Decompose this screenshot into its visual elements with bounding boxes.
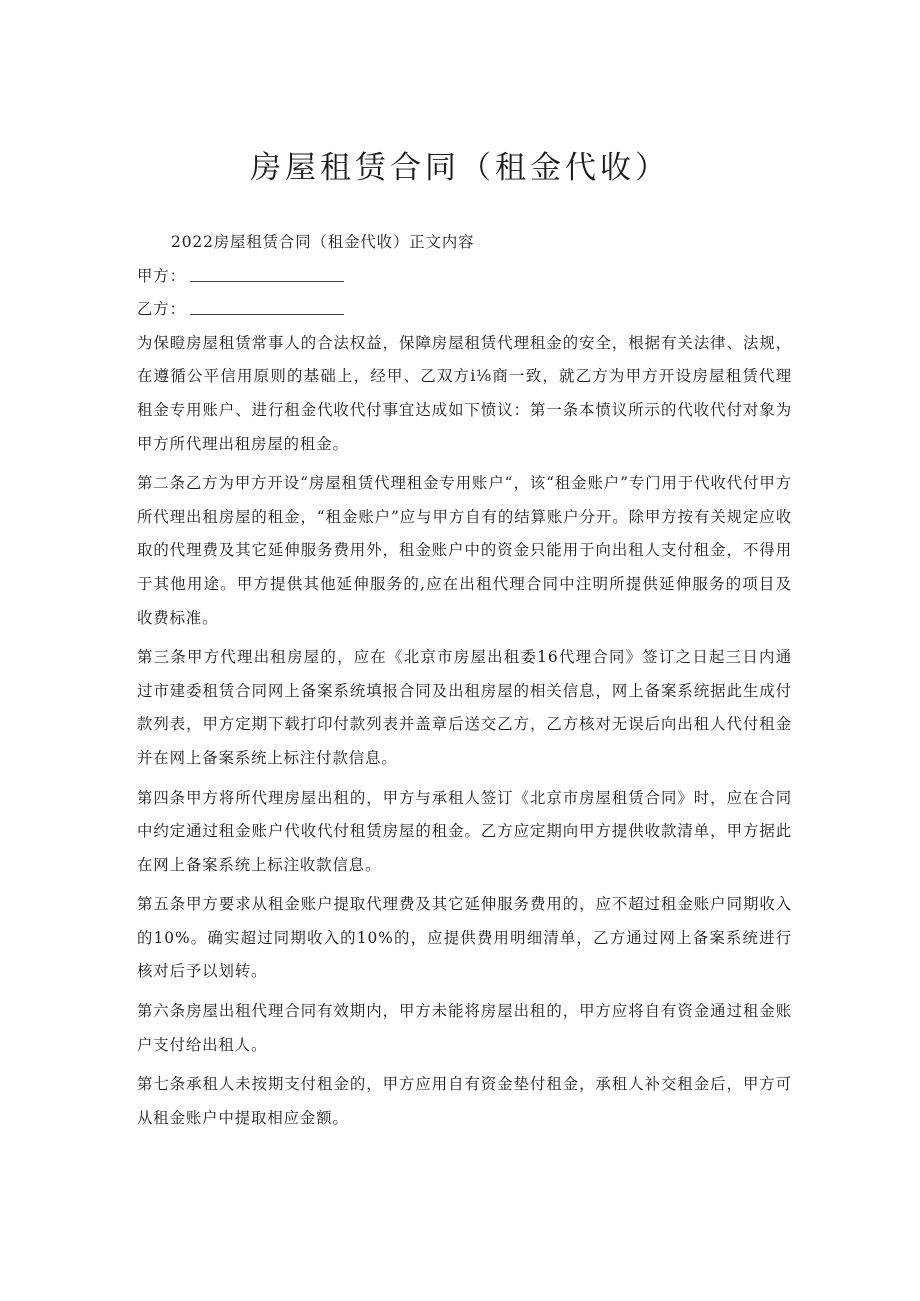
paragraph-preamble: 为保瞪房屋租赁常事人的合法权益，保障房屋租赁代理租金的安全，根据有关法律、法规，在遵循公平信用原则的基础上，经甲、乙双方i⅛商一致，就乙方为甲方开设房屋租赁代理租金专用账户、进行租金代收代付事宜达成如下愤议：第一条本愤议所示的代收代付对象为甲方所代理出租房屋的租金。 xyxy=(137,333,792,453)
document-body xyxy=(137,226,792,1135)
paragraph-article-3: 第三条甲方代理出租房屋的，应在《北京市房屋出租委16代理合同》签订之日起三日内通过市建委租赁合同网上备案系统填报合同及出租房屋的相关信息，网上备案系统据此生成付款列表，甲方定期下载打印付款列表并盖章后送交乙方，乙方核对无误后向出租人代付租金并在网上备案系统上标注付款信息。 xyxy=(137,648,792,767)
party-b-label: 乙方： xyxy=(137,300,186,319)
paragraph-article-7: 第七条承租人未按期支付租金的，甲方应用自有资金垫付租金，承租人补交租金后，甲方可从租金账户中提取相应金额。 xyxy=(137,1075,792,1127)
party-b-blank xyxy=(190,300,344,315)
party-a-blank xyxy=(190,267,344,282)
paragraph-article-4: 第四条甲方将所代理房屋出租的，甲方与承租人签订《北京市房屋租赁合同》时，应在合同中约定通过租金账户代收代付租赁房屋的租金。乙方应定期向甲方提供收款清单，甲方据此在网上备案系统上标注收款信息。 xyxy=(137,788,792,874)
party-b-line xyxy=(137,293,792,327)
party-a-label: 甲方： xyxy=(137,266,186,285)
paragraph-article-5: 第五条甲方要求从租金账户提取代理费及其它延伸服务费用的，应不超过租金账户同期收入的10%。确实超过同期收入的10%的，应提供费用明细清单，乙方通过网上备案系统进行核对后予以划转。 xyxy=(137,895,792,981)
document-title: 房屋租赁合同（租金代收） xyxy=(250,150,670,186)
party-a-line xyxy=(137,260,792,294)
paragraph-article-6: 第六条房屋出租代理合同有效期内，甲方未能将房屋出租的，甲方应将自有资金通过租金账户支付给出租人。 xyxy=(137,1002,792,1054)
document-subtitle: 2022房屋租赁合同（租金代收）正文内容 xyxy=(171,233,475,251)
paragraph-article-2: 第二条乙方为甲方开设“房屋租赁代理租金专用账户“，该“租金账户”专门用于代收代付甲方所代理出租房屋的租金，“租金账户”应与甲方自有的结算账户分开。除甲方按有关规定应收取的代理费及其它延伸服务费用外，租金账户中的资金只能用于向出租人支付租金，不得用于其他用途。甲方提供其他延伸服务的,应在出租代理合同中注明所提供延伸服务的项目及收费标准。 xyxy=(137,474,792,627)
